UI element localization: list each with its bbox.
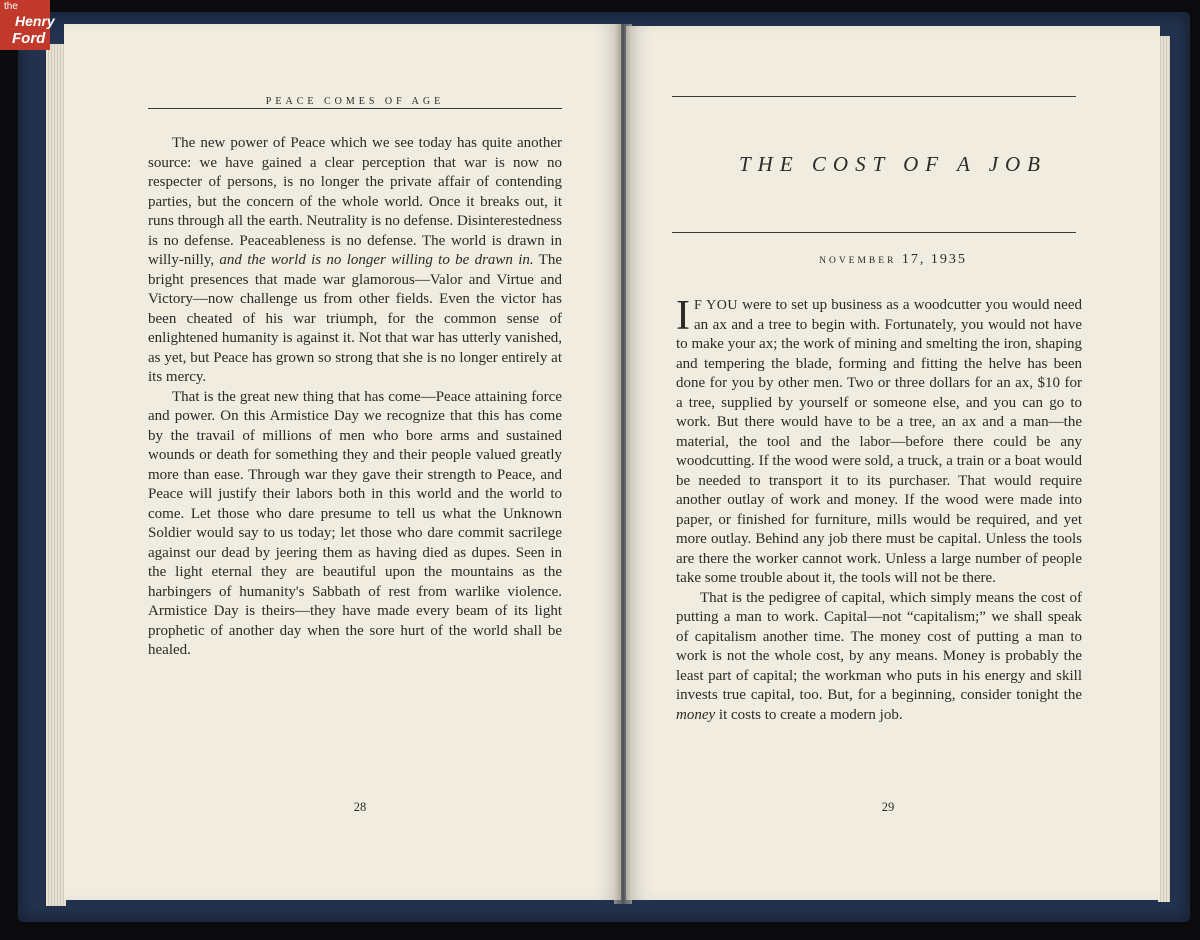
- right-paragraph-2-text: That is the pedigree of capital, which simply means the cost of putting a man to work. Capital—not “capitalism;” we shall speak of capitalism another time. The money cost of putting a man to work is not the whole cost, by any means. Money is probably the least part of capital; the workman who puts in his energy and skill invests true capital, too. But, for a beginning, consider tonight the: [676, 589, 1082, 703]
- left-paragraph-2: That is the great new thing that has come—Peace attaining force and power. On this Armistice Day we recognize that this has come by the travail of millions of men who bore arms and sustained wounds or death for something they and their people valued greatly more than ease. Through war they gave their strength to Peace, and Peace will justify their labors both in this world and the world to come. Let those who dare presume to tell us what the Unknown Soldier would say to us today; let those who dare commit sacrilege against our dead by jeering them as having died as dupes. Seen in the light eternal they are beautiful upon the mountains as the harbingers of humanity's Sabbath of rest from warlike violence. Armistice Day is theirs—they have made every beam of its light prophetic of another day when the sore hurt of the world shall be healed.: [148, 388, 562, 658]
- header-rule: [148, 108, 562, 109]
- chapter-date: [666, 252, 1120, 268]
- title-rule-bottom: [672, 232, 1076, 233]
- left-paragraph-1-text-end: The bright presences that made war glamorous—Valor and Virtue and Victory—now challenge us from other fields. Even the victor has been cheated of his war triumph, for the common sense of enlightened humanity is against it. Not that war has utterly vanished, as yet, but Peace has grown so strong that she is no longer entirely at its mercy.: [148, 252, 562, 385]
- caps-lead: F YOU: [694, 298, 739, 313]
- right-paragraph-1: [676, 293, 1082, 589]
- title-rule-top: [672, 96, 1076, 97]
- left-body-text: [148, 134, 562, 661]
- drop-cap: I: [676, 293, 690, 339]
- right-page: [626, 26, 1160, 900]
- left-paragraph-1: [148, 134, 562, 388]
- page-number-left: 28: [353, 800, 367, 814]
- logo-line-3: Ford: [12, 30, 46, 47]
- logo-line-1: the: [4, 1, 18, 12]
- left-paragraph-1-italic: and the world is no longer willing to be drawn in.: [219, 252, 534, 268]
- henry-ford-logo: [0, 0, 55, 50]
- page-edges-left: [46, 44, 66, 906]
- right-paragraph-2: [676, 589, 1082, 726]
- left-paragraph-1-text: The new power of Peace which we see today has quite another source: we have gained a clear perception that war is now no respecter of persons, is no longer the private affair of contending parties, but the concern of the whole world. Once it breaks out, it runs through all the earth. Neutrality is no defense. Disinterestedness is no defense. Peaceableness is no defense. The world is drawn in willy-nilly,: [148, 135, 562, 268]
- date-month: NOVEMBER: [819, 256, 897, 266]
- left-page: [64, 24, 621, 900]
- date-day-year: 17, 1935: [901, 252, 967, 267]
- right-body-text: [676, 293, 1082, 725]
- book-gutter: [614, 24, 632, 904]
- logo-line-2: Henry: [15, 13, 55, 29]
- right-paragraph-2-text-end: it costs to create a modern job.: [715, 706, 903, 723]
- right-paragraph-2-italic: money: [676, 706, 716, 723]
- page-number-right: 29: [881, 800, 895, 814]
- chapter-title: THE COST OF A JOB: [738, 152, 1048, 176]
- running-head: PEACE COMES OF AGE: [265, 96, 445, 107]
- right-paragraph-1-text: were to set up business as a woodcutter you would need an ax and a tree to begin with. Fortunately, you would not have to make your ax; the work of mining and smelting the iron, shaping and tempering the blade, forming and fitting the helve has been done for you by other men. Two or three dollars for an ax, $10 for a tree, supplied by yourself or someone else, and you can go to work. But there would have to be a tree, an ax and a man—the material, the tool and the labor—before there could be any woodcutting. If the wood were sold, a truck, a train or a boat would be needed to transport it to its purchaser. That would require another outlay of work and money. If the wood were made into paper, or finished for furniture, mills would be required, and yet more outlay. Behind any job there must be capital. Unless the tools are there the worker cannot work. Unless a large number of people take some trouble about it, the tools will not be there.: [676, 297, 1082, 586]
